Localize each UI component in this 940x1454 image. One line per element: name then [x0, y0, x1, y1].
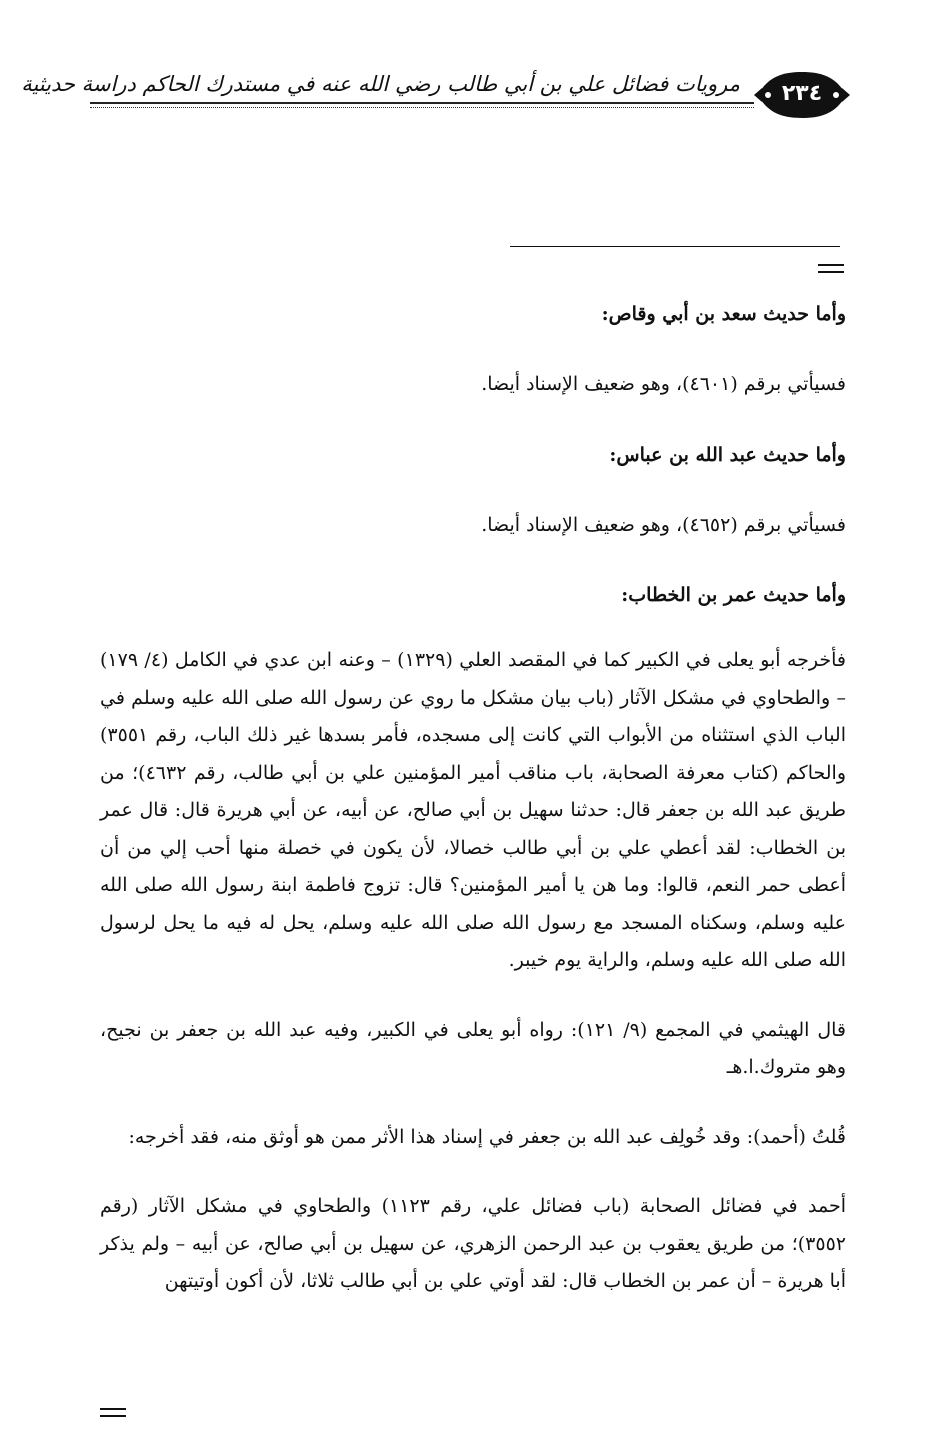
heading-abbas: وأما حديث عبد الله بن عباس: [609, 443, 846, 466]
heading-umar: وأما حديث عمر بن الخطاب: [621, 584, 846, 606]
footnote-body [100, 296, 846, 1301]
continuation-mark-bottom [100, 1408, 126, 1418]
header-dotted-rule [90, 107, 754, 108]
continuation-mark-top [818, 264, 844, 274]
paragraph-qultu: قُلتُ (أحمد): وقد خُولِف عبد الله بن جعفر في إسناد هذا الأثر ممن هو أوثق منه، فقد أخرجه: [128, 1125, 846, 1148]
paragraph-haythami: قال الهيثمي في المجمع (٩/ ١٢١): رواه أبو يعلى في الكبير، وفيه عبد الله بن جعفر بن نجيح، وهو متروك.ا.هـ [100, 1018, 846, 1078]
header-rule [90, 102, 754, 104]
paragraph-ahmad: أحمد في فضائل الصحابة (باب فضائل علي، رقم ١١٢٣) والطحاوي في مشكل الآثار (رقم ٣٥٥٢)؛ من طريق يعقوب بن عبد الرحمن الزهري، عن سهيل بن أبي صالح، عن أبيه – ولم يذكر أبا هريرة – أن عمر بن الخطاب قال: لقد أوتي علي بن أبي طالب ثلاثا، لأن أكون أوتيتهن [100, 1195, 846, 1292]
heading-saad: وأما حديث سعد بن أبي وقاص: [601, 303, 846, 325]
text-saad: فسيأتي برقم (٤٦٠١)، وهو ضعيف الإسناد أيضا. [481, 373, 846, 395]
running-title: مرويات فضائل علي بن أبي طالب رضي الله عنه في مستدرك الحاكم دراسة حديثية [21, 72, 740, 96]
paragraph-takhrij: فأخرجه أبو يعلى في الكبير كما في المقصد العلي (١٣٢٩) – وعنه ابن عدي في الكامل (٤/ ١٧٩) – والطحاوي في مشكل الآثار (باب بيان مشكل ما روي عن رسول الله صلى الله عليه وسلم في الباب الذي استثناه من الأبواب التي كانت إلى مسجده، فأمر بسدها غير ذلك الباب، رقم ٣٥٥١) والحاكم (كتاب معرفة الصحابة، باب مناقب أمير المؤمنين علي بن أبي طالب، رقم ٤٦٣٢)؛ من طريق عبد الله بن جعفر قال: حدثنا سهيل بن أبي صالح، عن أبيه، عن أبي هريرة قال: قال عمر بن الخطاب: لقد أعطي علي بن أبي طالب خصالا، لأن يكون في خصلة منها أحب إلي من أن أعطى حمر النعم، قالوا: وما هن يا أمير المؤمنين؟ قال: تزوج فاطمة ابنة رسول الله صلى الله عليه وسلم، وسكناه المسجد مع رسول الله صلى الله عليه وسلم، يحل له فيه ما يحل لرسول الله صلى الله عليه وسلم، والراية يوم خيبر. [100, 649, 846, 971]
page-number-badge [754, 66, 850, 124]
text-abbas: فسيأتي برقم (٤٦٥٢)، وهو ضعيف الإسناد أيضا. [481, 513, 846, 536]
page-header [21, 62, 850, 126]
footnote-separator [510, 246, 840, 247]
page-number: ٢٣٤ [781, 81, 823, 106]
